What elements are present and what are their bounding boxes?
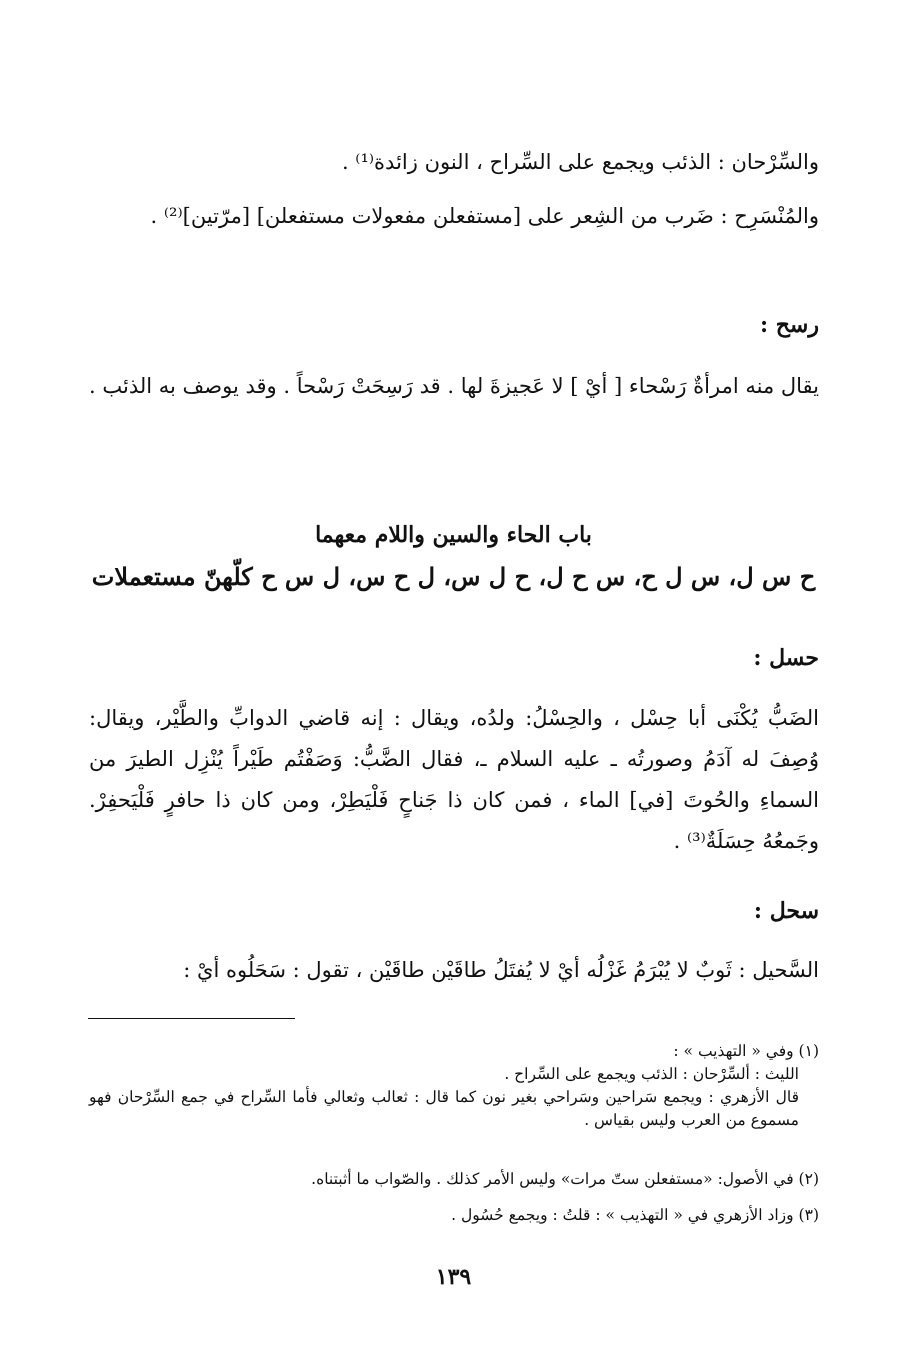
footnote-1-line-1: الليث : ألسِّرْحان : الذئب ويجمع على السِّراح . <box>504 1065 799 1083</box>
entry-sirhan: والسِّرْحان : الذئب ويجمع على السِّراح ، النون زائدة⁽¹⁾ . <box>341 150 819 174</box>
entry-text-rasaha: يقال منه امرأةٌ رَسْحاء [ أيْ ] لا عَجيزةَ لها . قد رَسِحَتْ رَسْحاً . وقد يوصف به الذئب . <box>89 374 819 398</box>
footnote-1-line-2: قال الأزهري : ويجمع سَراحين وسَراحي بغير نون كما قال : ثعالب وثعالي فأما السِّراح في جمع السِّرْحان فهو مسموع من العرب وليس بقياس . <box>89 1088 799 1129</box>
section-subtitle: ح س ل، س ل ح، س ح ل، ح ل س، ل ح س، ل س ح كلّهنّ مستعملات <box>91 562 816 591</box>
entry-text-hasala: الضَبُّ يُكْنَى أبا حِسْل ، والحِسْلُ: ولدُه، ويقال : إنه قاضي الدوابِّ والطَّيْر، ويقال: وُصِفَ له آدَمُ وصورتُه ـ عليه السلام ـ، فقال الضَّبُّ: وَصَفْتُم طَيْراً يُنْزِل الطيرَ من السماءِ والحُوتَ [في] الماء ، فمن كان ذا جَناحٍ فَلْيَطِرْ، ومن كان ذا حافرٍ فَلْيَحفِرْ. وجَمعُهُ حِسَلَةٌ⁽³⁾ . <box>89 706 819 853</box>
entry-heading-rasaha: رسح : <box>759 312 819 338</box>
entry-munsarih: والمُنْسَرِح : ضَرب من الشِعر على [مستفعلن مفعولات مستفعلن] [مرّتين]⁽²⁾ . <box>150 204 819 228</box>
page-number: ١٣٩ <box>435 1264 472 1290</box>
footnote-1 <box>89 1040 819 1132</box>
entry-text-sahala: السَّحيل : ثَوبٌ لا يُبْرَمُ غَزْلُه أيْ لا يُفتَلُ طاقَيْن طاقَيْن ، تقول : سَحَلُوه أيْ : <box>183 958 819 982</box>
entry-heading-hasala: حسل : <box>753 645 819 671</box>
footnote-3: (٣) وزاد الأزهري في « التهذيب » : قلتُ : ويجمع حُسُول . <box>451 1206 819 1224</box>
section-title: باب الحاء والسين واللام معهما <box>315 522 592 548</box>
entry-heading-sahala: سحل : <box>753 898 819 924</box>
footnote-divider <box>88 1018 295 1019</box>
footnote-2: (٢) في الأصول: «مستفعلن ستّ مرات» وليس الأمر كذلك . والصّواب ما أثبتناه. <box>311 1170 819 1188</box>
footnote-1-lead: (١) وفي « التهذيب » : <box>673 1042 819 1060</box>
